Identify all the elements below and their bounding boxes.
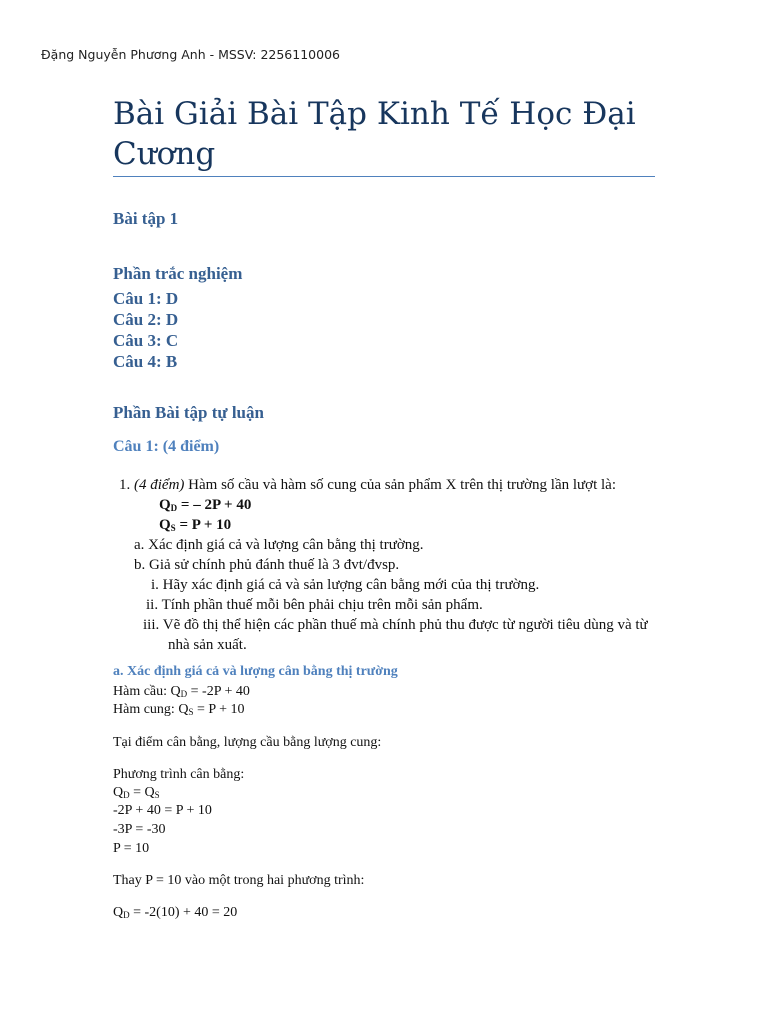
problem-part-a: a. Xác định giá cả và lượng cân bằng thị trường. [134,537,424,553]
equilibrium-note: Tại điểm cân bằng, lượng cầu bằng lượng cung: [113,735,382,750]
essay-heading: Phần Bài tập tự luận [113,403,264,422]
problem-intro: Hàm số cầu và hàm số cung của sản phẩm X trên thị trường lần lượt là: [188,477,617,493]
problem-part-b-i: i. Hãy xác định giá cả và sản lượng cân bằng mới của thị trường. [151,577,540,593]
problem-demand-function: $Q_D$ = – 2P + 40 [159,497,252,513]
header-author-line: Đặng Nguyễn Phương Anh - MSSV: 2256110006 [41,47,340,62]
equation-qd-equals-qs: $Q_D = Q_S$ [113,785,160,800]
problem-intro-line [119,477,616,494]
problem-part-b: b. Giả sử chính phủ đánh thuế là 3 đvt/đvsp. [134,557,400,573]
mcq-heading: Phần trắc nghiệm [113,264,243,283]
mcq-answer-list [113,288,178,372]
mcq-answer: Câu 4: B [113,352,178,371]
solution-heading: a. Xác định giá cả và lượng cân bằng thị trường [113,664,398,679]
equation-title: Phương trình cân bằng: [113,767,245,782]
mcq-answer: Câu 2: D [113,310,179,329]
problem-part-b-iii-cont: nhà sản xuất. [168,637,247,653]
substitute-note: Thay P = 10 vào một trong hai phương trình: [113,873,365,888]
question-heading: Câu 1: (4 điểm) [113,438,220,455]
exercise-heading: Bài tập 1 [113,209,179,228]
problem-number: 1. [119,477,131,493]
problem-statement-image [113,473,658,658]
equation-step-3: P = 10 [113,841,150,856]
supply-function: Hàm cung: $Q_S = P + 10$ [113,702,245,717]
demand-function: Hàm cầu: $Q_D = -2P + 40$ [113,684,250,699]
problem-supply-function: $Q_S = P + 10$ [159,517,232,533]
problem-part-b-ii: ii. Tính phần thuế mỗi bên phải chịu trên mỗi sản phẩm. [146,597,483,613]
equation-step-2: -3P = -30 [113,822,166,837]
equation-step-1: -2P + 40 = P + 10 [113,803,212,818]
mcq-answer: Câu 1: D [113,289,179,308]
document-title: Bài Giải Bài Tập Kinh Tế Học Đại Cương [113,96,636,172]
title-divider [113,176,655,177]
problem-part-b-iii: iii. Vẽ đồ thị thể hiện các phần thuế mà chính phủ thu được từ người tiêu dùng và từ [143,617,648,633]
problem-points: (4 điểm) [134,477,185,493]
mcq-answer: Câu 3: C [113,331,179,350]
quantity-calculation: $Q_D = -2(10) + 40 = 20$ [113,905,238,920]
